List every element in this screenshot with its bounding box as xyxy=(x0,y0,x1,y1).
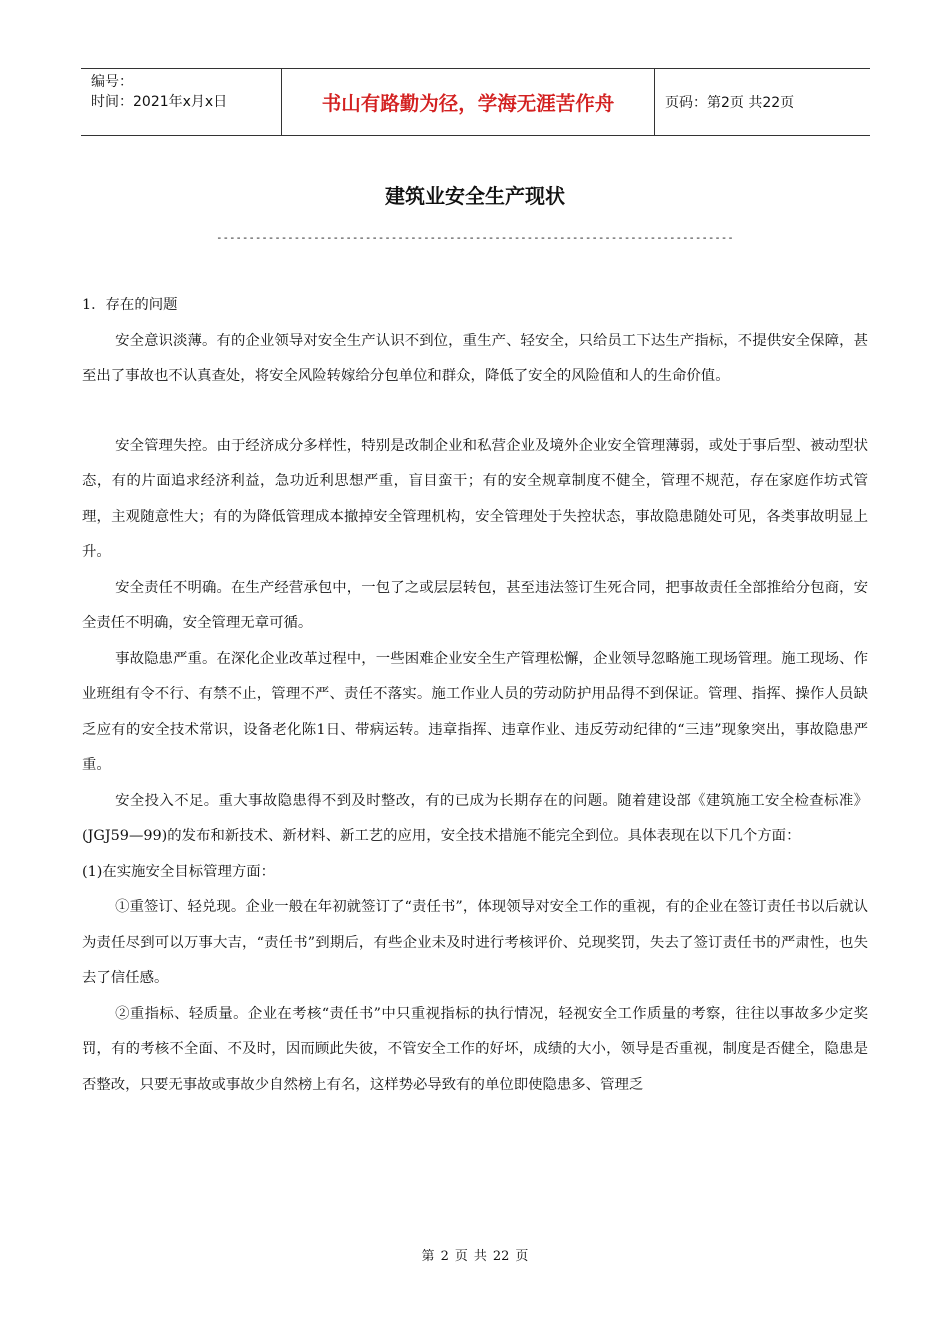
number-label: 编号： xyxy=(91,74,133,90)
footer-gong: 共 xyxy=(473,1249,487,1264)
paragraph: 安全管理失控。由于经济成分多样性，特别是改制企业和私营企业及境外企业安全管理薄弱，或处于事后型、被动型状态，有的片面追求经济利益，急功近利思想严重，盲目蛮干；有的安全规章制度不健全，管理不规范，存在家庭作坊式管理，主观随意性大；有的为降低管理成本撤掉安全管理机构，安全管理处于失控状态，事故隐患随处可见，各类事故明显上升。 xyxy=(82,437,868,560)
footer-di: 第 xyxy=(421,1249,435,1264)
paragraph: 事故隐患严重。在深化企业改革过程中，一些困难企业安全生产管理松懈，企业领导忽略施工现场管理。施工现场、作业班组有令不行、有禁不止，管理不严、责任不落实。施工作业人员的劳动防护用品得不到保证。管理、指挥、操作人员缺乏应有的安全技术常识，设备老化陈1日、带病运转。违章指挥、违章作业、违反劳动纪律的“三违”现象突出，事故隐患严重。 xyxy=(82,650,868,773)
footer-ye: 页 xyxy=(454,1249,468,1264)
separator-line: -------------------------------------------------------------------------------- xyxy=(216,232,734,244)
footer-ye: 页 xyxy=(515,1249,529,1264)
page-footer xyxy=(0,1245,950,1264)
header-meta xyxy=(81,69,282,135)
paragraph: 安全责任不明确。在生产经营承包中，一包了之或层层转包，甚至违法签订生死合同，把事故责任全部推给分包商，安全责任不明确，安全管理无章可循。 xyxy=(82,579,868,631)
document-body xyxy=(82,288,868,1103)
header-motto: 书山有路勤为径，学海无涯苦作舟 xyxy=(282,69,655,135)
time-label: 时间：2021年x月x日 xyxy=(91,94,228,110)
header-page-info: 页码：第2页 共22页 xyxy=(665,95,795,111)
footer-page-number: 2 xyxy=(440,1249,449,1264)
section-heading: 1．存在的问题 xyxy=(82,297,178,313)
paragraph: ②重指标、轻质量。企业在考核“责任书”中只重视指标的执行情况，轻视安全工作质量的考察，往往以事故多少定奖罚，有的考核不全面、不及时，因而顾此失彼，不管安全工作的好坏，成绩的大小，领导是否重视，制度是否健全，隐患是否整改，只要无事故或事故少自然榜上有名，这样势必导致有的单位即使隐患多、管理乏 xyxy=(82,1005,868,1093)
paragraph: 安全意识淡薄。有的企业领导对安全生产认识不到位，重生产、轻安全，只给员工下达生产指标，不提供安全保障，甚至出了事故也不认真查处，将安全风险转嫁给分包单位和群众，降低了安全的风险值和人的生命价值。 xyxy=(82,332,868,384)
paragraph: ①重签订、轻兑现。企业一般在年初就签订了“责任书”，体现领导对安全工作的重视，有的企业在签订责任书以后就认为责任尽到可以万事大吉，“责任书”到期后，有些企业未及时进行考核评价、兑现奖罚，失去了签订责任书的严肃性，也失去了信任感。 xyxy=(82,899,868,986)
document-title: 建筑业安全生产现状 xyxy=(385,184,565,208)
paragraph: 安全投入不足。重大事故隐患得不到及时整改，有的已成为长期存在的问题。随着建设部《建筑施工安全检查标准》(JGJ59—99)的发布和新技术、新材料、新工艺的应用，安全技术措施不能完全到位。具体表现在以下几个方面： xyxy=(82,792,868,844)
footer-total-pages: 22 xyxy=(492,1249,510,1264)
page-header xyxy=(81,68,870,136)
sub-heading: (1)在实施安全目标管理方面： xyxy=(82,863,276,880)
